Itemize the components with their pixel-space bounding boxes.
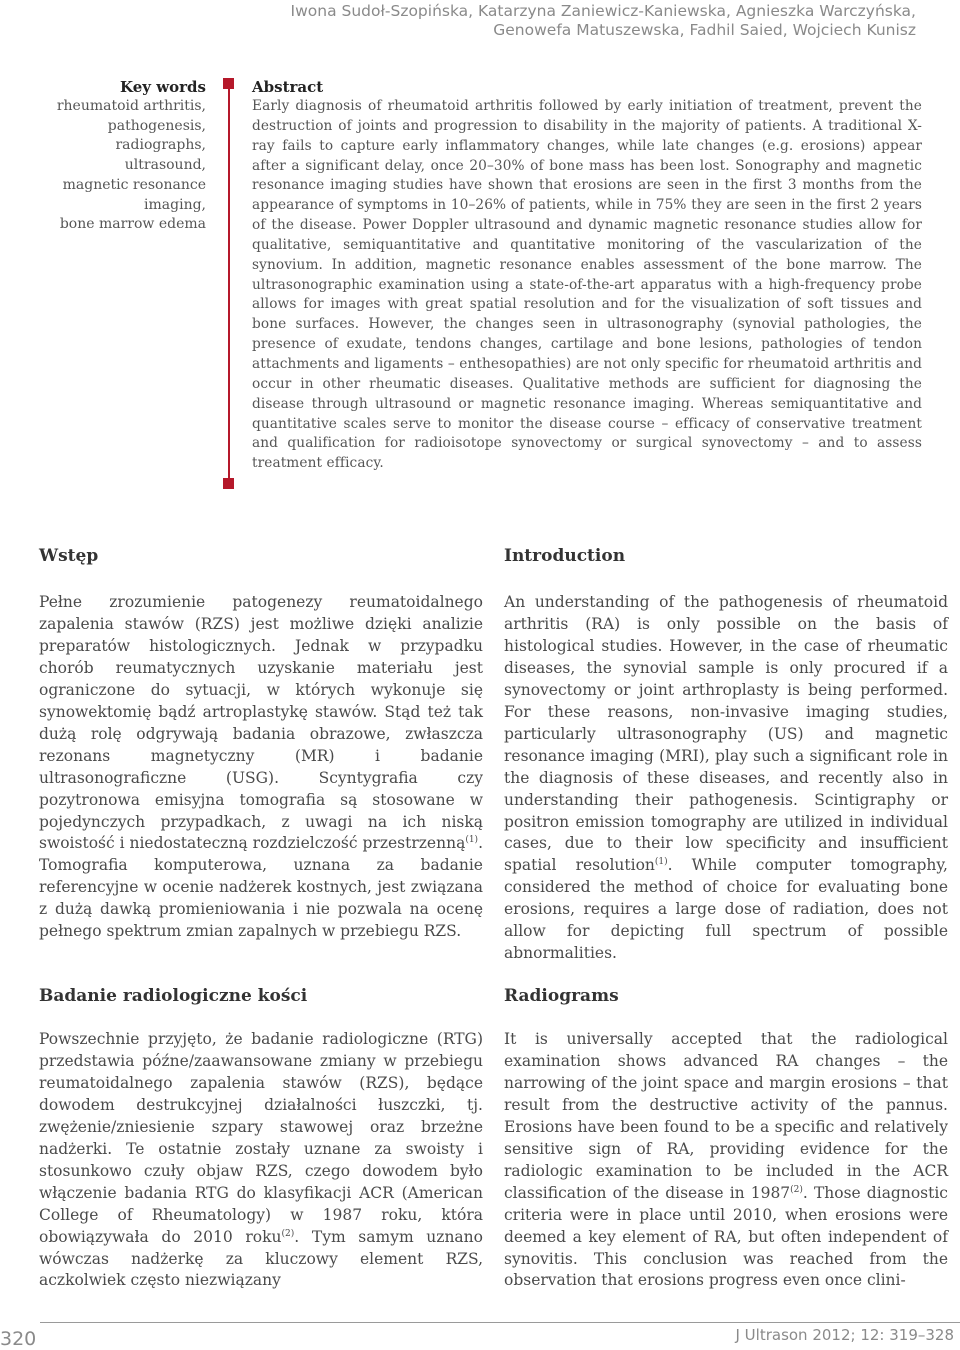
author-list <box>216 2 916 40</box>
keyword-item: pathogenesis, <box>107 117 206 134</box>
keyword-item: bone marrow edema <box>59 216 206 233</box>
keywords-block <box>30 78 206 235</box>
keywords-title: Key words <box>120 78 206 96</box>
body-text: Powszechnie przyjęto, że badanie radiologiczne (RTG) przedstawia późne/zaawansowane zmiany w przebiegu reumatoidalnego zapalenia stawów (RZS), będące dowodem destrukcyjnej działalności łuszczki, tj. zwężenie/zniesienie szpary stawowej oraz brzeżne nadżerki. Te ostatnie zostały uznane za swoisty i stosunkowo czuły objaw RZS, czego dowodem było włączenie badania RTG do klasyfikacji ACR (American College of Rheumatology) w 1987 roku, która obowiązywała do 2010 roku <box>39 1030 483 1246</box>
abstract-text: Early diagnosis of rheumatoid arthritis followed by early initiation of treatment, prevent the destruction of joints and progression to disability in the majority of patients. A traditional X-ray fails to capture early inflammatory changes, while late changes (e.g. erosions) appear after a significant delay, once 20–30% of bone mass has been lost. Sonography and magnetic resonance imaging studies have shown that erosions are seen in the first 3 months from the appearance of symptoms in 10–26% of patients, while in 75% they are seen in the first 2 years of the disease. Power Doppler ultrasound and dynamic magnetic resonance studies allow for qualitative, semiquantitative and quantitative monitoring of the vascularization of the synovium. In addition, magnetic resonance enables assessment of the bone marrow. The ultrasonographic examination using a state-of-the-art apparatus with a high-frequency probe allows for images with great spatial resolution and for the visualization of soft tissues and bone surfaces. However, the changes seen in ultrasonography (synovial pathologies, the presence of exudate, tendons changes, cartilage and bone lesions, pathologies of tendon attachments and ligaments – enthesopathies) are not only specific for rheumatoid arthritis and occur in other rheumatic diseases. Qualitative methods are sufficient for diagnosing the disease through ultrasound or magnetic resonance imaging. Whereas semiquantitative and quantitative scales serve to monitor the disease course – efficacy of conservative treatment and qualification for radioisotope synovectomy or surgical synovectomy – and to assess treatment efficacy. <box>252 98 922 472</box>
keyword-item: magnetic resonance <box>62 176 206 193</box>
section-body <box>504 592 948 965</box>
keyword-item: imaging, <box>144 196 206 213</box>
abstract-title: Abstract <box>252 78 324 96</box>
body-text: . Tomografia komputerowa, uznana za badanie referencyjne w ocenie nadżerek kostnych, jest związana z dużą dawką promieniowania i nie pozwala na ocenę pełnego spektrum zmian zapalnych w przebiegu RZS. <box>39 834 483 941</box>
section-body <box>39 592 483 943</box>
reference-marker: (2) <box>790 1184 803 1195</box>
section-wstep <box>39 545 483 943</box>
section-body <box>39 1029 483 1292</box>
reference-marker: (2) <box>281 1228 295 1239</box>
body-text: Pełne zrozumienie patogenezy reumatoidalnego zapalenia stawów (RZS) jest możliwe dzięki analizie preparatów histologicznych. Jednak w przypadku chorób reumatycznych uzyskanie materiału jest ograniczone do sytuacji, w których wykonuje się synowektomię bądź artroplastykę stawów. Stąd też tak dużą rolę odgrywają badania obrazowe, zwłaszcza rezonans magnetyczny (MR) i badanie ultrasonograficzne (USG). Scyntygrafia czy pozytronowa emisyjna tomografia są stosowane w pojedynczych przypadkach, z uwagi na ich niską swoistość i niedostateczną rozdzielczość przestrzenną <box>39 593 483 853</box>
body-text: It is universally accepted that the radiological examination shows advanced RA changes – the narrowing of the joint space and margin erosions – that result from the destructive activity of the pannus. Erosions have been found to be a specific and relatively sensitive sign of RA, providing evidence for the radiologic examination to be included in the ACR classification of the disease in 1987 <box>504 1030 948 1202</box>
reference-marker: (1) <box>465 835 479 846</box>
section-introduction <box>504 545 948 965</box>
author-line-2: Genowefa Matuszewska, Fadhil Saied, Wojciech Kunisz <box>493 21 916 39</box>
keyword-item: ultrasound, <box>124 157 206 174</box>
footer-rule <box>40 1322 960 1323</box>
section-heading: Badanie radiologiczne kości <box>39 986 308 1006</box>
page-number: 320 <box>0 1328 37 1350</box>
keyword-item: radiographs, <box>115 137 206 154</box>
abstract-divider-line <box>228 83 230 483</box>
keyword-item: rheumatoid arthritis, <box>56 98 206 114</box>
section-radiograms <box>504 985 948 1292</box>
journal-citation: J Ultrason 2012; 12: 319–328 <box>735 1326 954 1344</box>
section-badanie <box>39 985 483 1292</box>
body-text: An understanding of the pathogenesis of rheumatoid arthritis (RA) is only possible on the basis of histological studies. However, in the case of rheumatic diseases, the synovial sample is only procured if a synovectomy or joint arthroplasty is being performed. For these reasons, non-invasive imaging studies, particularly ultrasonography (US) and magnetic resonance imaging (MRI), play such a significant role in the diagnosis of these diseases, and recently also in understanding their pathogenesis. Scintigraphy or positron emission tomography are utilized in individual cases, due to their low specificity and insufficient spatial resolution <box>504 593 948 875</box>
body-text: . Those diagnostic criteria were in place until 2010, when erosions were deemed a key element of RA, but often independent of synovitis. This conclusion was reached from the observation that erosions progress even once clini- <box>504 1183 948 1290</box>
body-text: . Tym samym uznano wówczas nadżerkę za kluczowy element RZS, aczkolwiek często niezwiązany <box>39 1227 483 1290</box>
section-heading: Wstęp <box>39 546 99 566</box>
section-heading: Radiograms <box>504 986 619 1006</box>
section-body <box>504 1029 948 1292</box>
reference-marker: (1) <box>654 857 668 868</box>
abstract-block <box>252 78 922 474</box>
divider-bottom-marker <box>223 478 234 489</box>
body-text: . While computer tomography, considered the method of choice for evaluating bone erosions, requires a large dose of radiation, does not allow for depicting full spectrum of possible abnormalities. <box>504 856 948 963</box>
section-heading: Introduction <box>504 546 626 566</box>
author-line-1: Iwona Sudoł-Szopińska, Katarzyna Zaniewicz-Kaniewska, Agnieszka Warczyńska, <box>290 2 916 20</box>
